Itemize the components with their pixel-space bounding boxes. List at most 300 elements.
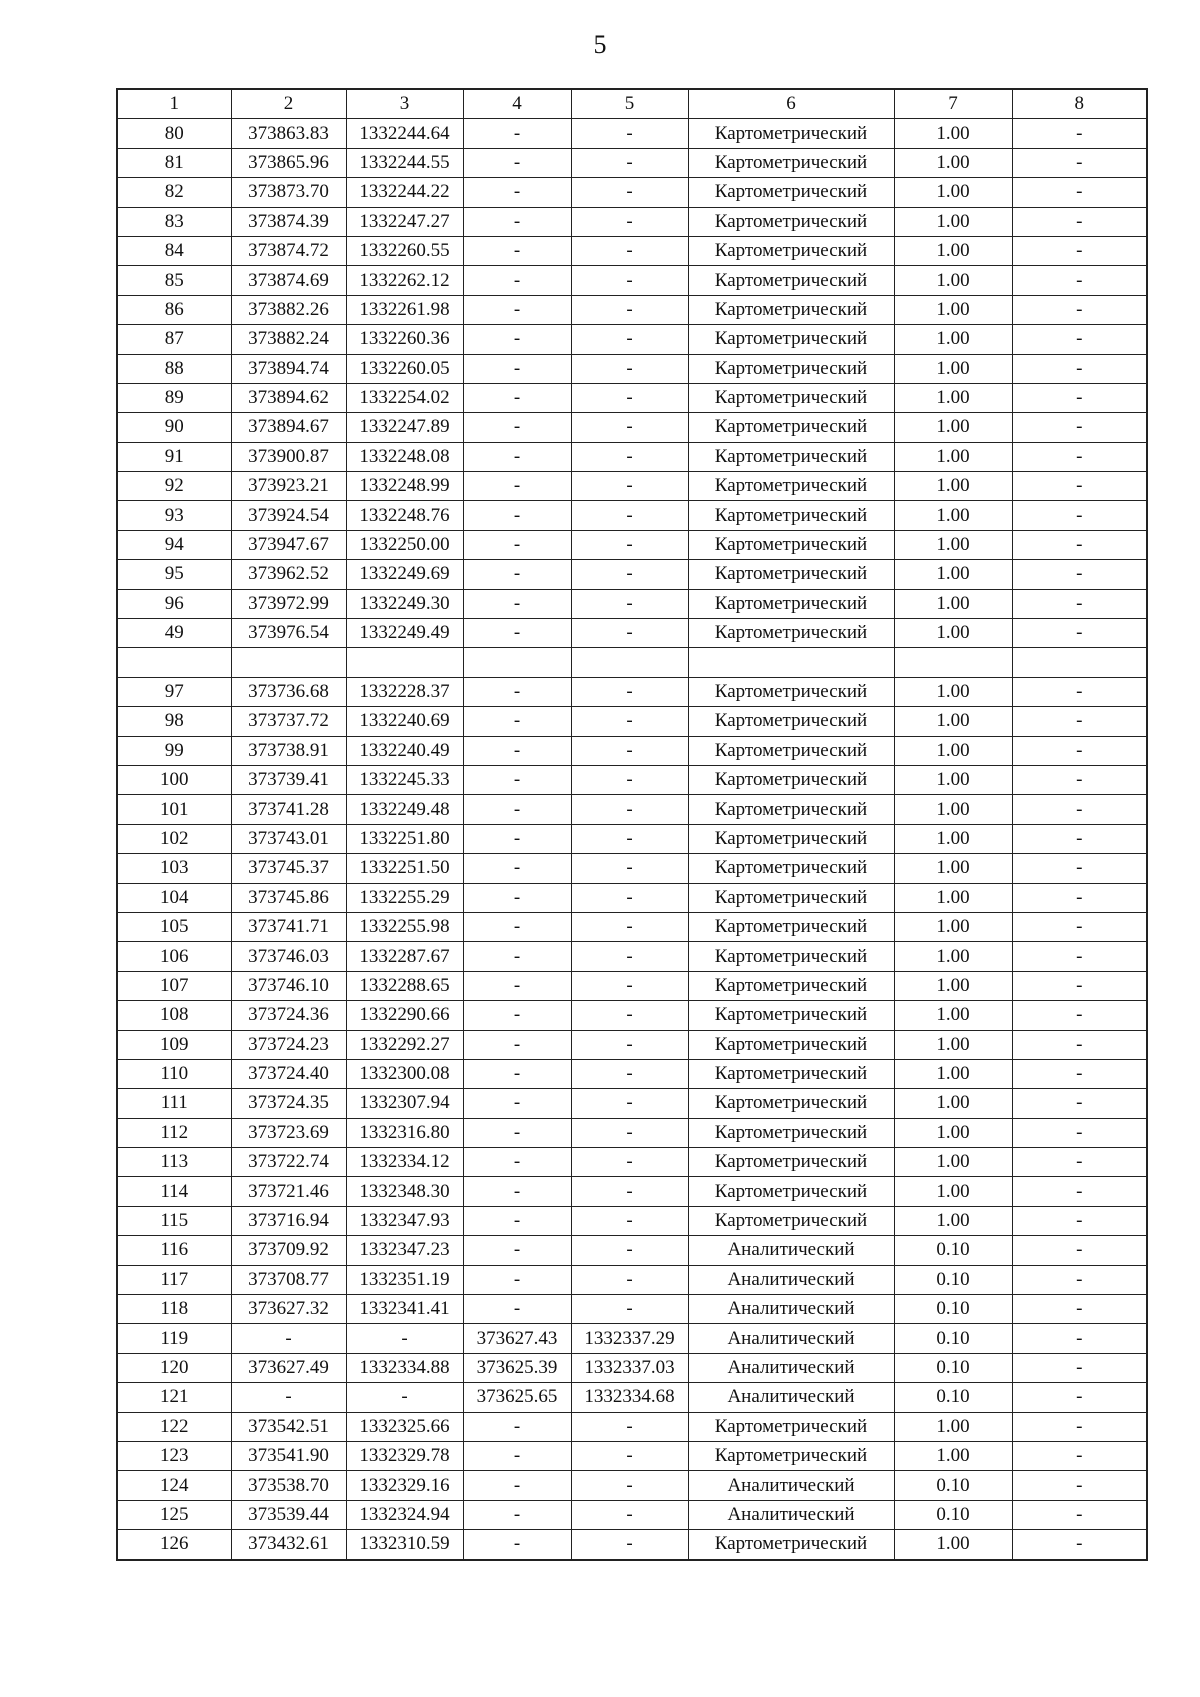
table-cell: - — [1012, 472, 1147, 501]
table-cell: - — [463, 560, 571, 589]
table-row — [117, 472, 1147, 501]
table-cell: Аналитический — [688, 1353, 894, 1382]
table-row — [117, 560, 1147, 589]
table-cell: - — [1012, 501, 1147, 530]
table-row — [117, 383, 1147, 412]
table-cell: 1.00 — [894, 1089, 1012, 1118]
table-cell: - — [463, 1177, 571, 1206]
table-cell: 1332351.19 — [346, 1265, 463, 1294]
table-cell: Картометрический — [688, 736, 894, 765]
table-cell: - — [463, 1030, 571, 1059]
table-cell: - — [1012, 795, 1147, 824]
table-cell: 1332244.64 — [346, 119, 463, 148]
table-cell: - — [463, 854, 571, 883]
table-cell: - — [571, 677, 688, 706]
table-row — [117, 795, 1147, 824]
table-cell: 1.00 — [894, 824, 1012, 853]
table-row — [117, 912, 1147, 941]
table-cell: - — [463, 619, 571, 648]
table-row — [117, 1353, 1147, 1382]
table-cell: - — [571, 765, 688, 794]
table-cell: 1332251.80 — [346, 824, 463, 853]
table-cell: 0.10 — [894, 1383, 1012, 1412]
table-cell — [1012, 648, 1147, 677]
table-cell: Картометрический — [688, 1001, 894, 1030]
column-header-5: 5 — [571, 89, 688, 119]
table-cell: 89 — [117, 383, 231, 412]
table-cell: 1.00 — [894, 178, 1012, 207]
table-cell: - — [571, 707, 688, 736]
table-cell: - — [1012, 942, 1147, 971]
table-cell: 81 — [117, 148, 231, 177]
table-cell — [346, 648, 463, 677]
table-cell: 373882.26 — [231, 295, 346, 324]
table-cell: 49 — [117, 619, 231, 648]
table-cell: Картометрический — [688, 1059, 894, 1088]
table-row — [117, 266, 1147, 295]
table-cell: - — [463, 236, 571, 265]
table-cell: - — [463, 442, 571, 471]
table-row — [117, 1206, 1147, 1235]
table-cell: 373741.28 — [231, 795, 346, 824]
table-cell: 1.00 — [894, 1059, 1012, 1088]
table-cell: - — [463, 1059, 571, 1088]
table-cell: - — [1012, 325, 1147, 354]
table-cell: 1332244.22 — [346, 178, 463, 207]
table-row — [117, 1148, 1147, 1177]
table-cell: - — [1012, 1353, 1147, 1382]
table-cell: - — [1012, 1206, 1147, 1235]
table-cell: Аналитический — [688, 1236, 894, 1265]
table-cell: - — [571, 1089, 688, 1118]
table-row — [117, 148, 1147, 177]
table-cell: - — [463, 472, 571, 501]
table-body — [117, 119, 1147, 1560]
table-cell: 1332247.89 — [346, 413, 463, 442]
table-cell: Картометрический — [688, 354, 894, 383]
table-cell: Аналитический — [688, 1500, 894, 1529]
table-cell: 1.00 — [894, 765, 1012, 794]
page-number: 5 — [593, 30, 607, 59]
table-cell: 1332260.36 — [346, 325, 463, 354]
table-row — [117, 1500, 1147, 1529]
table-cell: 373865.96 — [231, 148, 346, 177]
table-cell: - — [1012, 1089, 1147, 1118]
table-cell: 1332337.03 — [571, 1353, 688, 1382]
table-cell: 373538.70 — [231, 1471, 346, 1500]
table-cell — [894, 648, 1012, 677]
table-cell: - — [1012, 1530, 1147, 1560]
table-cell: 373722.74 — [231, 1148, 346, 1177]
table-row — [117, 1118, 1147, 1147]
table-cell: 1.00 — [894, 413, 1012, 442]
table-cell: 373724.35 — [231, 1089, 346, 1118]
table-cell: - — [1012, 589, 1147, 618]
table-cell: - — [463, 383, 571, 412]
table-cell: 373738.91 — [231, 736, 346, 765]
table-cell: - — [463, 1412, 571, 1441]
column-header-2: 2 — [231, 89, 346, 119]
table-cell: - — [571, 883, 688, 912]
table-cell: 1332288.65 — [346, 971, 463, 1000]
table-cell: Картометрический — [688, 1148, 894, 1177]
table-row — [117, 883, 1147, 912]
table-cell: 101 — [117, 795, 231, 824]
table-cell: - — [571, 589, 688, 618]
table-cell: - — [571, 1030, 688, 1059]
table-row — [117, 1030, 1147, 1059]
table-cell: 1332240.49 — [346, 736, 463, 765]
table-cell: Картометрический — [688, 765, 894, 794]
table-cell: 1332254.02 — [346, 383, 463, 412]
table-cell: 1.00 — [894, 1148, 1012, 1177]
table-cell: 373625.39 — [463, 1353, 571, 1382]
table-cell: 1.00 — [894, 1530, 1012, 1560]
table-cell: 97 — [117, 677, 231, 706]
table-row — [117, 1265, 1147, 1294]
table-cell: - — [463, 530, 571, 559]
table-cell: - — [463, 178, 571, 207]
table-cell: 1332248.76 — [346, 501, 463, 530]
table-cell: 112 — [117, 1118, 231, 1147]
table-cell: 115 — [117, 1206, 231, 1235]
table-cell: 373541.90 — [231, 1441, 346, 1470]
table-cell: Картометрический — [688, 207, 894, 236]
table-cell: - — [463, 707, 571, 736]
table-cell: 0.10 — [894, 1471, 1012, 1500]
table-cell: - — [1012, 1059, 1147, 1088]
table-cell: 373709.92 — [231, 1236, 346, 1265]
table-cell: 373741.71 — [231, 912, 346, 941]
table-cell: 86 — [117, 295, 231, 324]
table-row — [117, 295, 1147, 324]
table-cell: - — [1012, 971, 1147, 1000]
table-cell: - — [463, 325, 571, 354]
table-row — [117, 707, 1147, 736]
table-cell: 1.00 — [894, 589, 1012, 618]
table-cell: 373745.37 — [231, 854, 346, 883]
table-cell: 373746.03 — [231, 942, 346, 971]
table-cell: 0.10 — [894, 1295, 1012, 1324]
table-cell: - — [571, 442, 688, 471]
table-cell: Картометрический — [688, 325, 894, 354]
table-cell: 1332341.41 — [346, 1295, 463, 1324]
table-cell: 1.00 — [894, 736, 1012, 765]
table-cell: 1332316.80 — [346, 1118, 463, 1147]
table-cell: 373874.69 — [231, 266, 346, 295]
table-cell: 1332334.88 — [346, 1353, 463, 1382]
table-cell: - — [463, 971, 571, 1000]
table-cell: - — [571, 1500, 688, 1529]
table-cell: 80 — [117, 119, 231, 148]
table-cell: 373625.65 — [463, 1383, 571, 1412]
table-cell: 373874.72 — [231, 236, 346, 265]
table-cell: 82 — [117, 178, 231, 207]
table-cell: 1332251.50 — [346, 854, 463, 883]
table-cell: 373962.52 — [231, 560, 346, 589]
table-cell: - — [571, 530, 688, 559]
table-cell: 1332248.08 — [346, 442, 463, 471]
table-cell: 373721.46 — [231, 1177, 346, 1206]
table-row — [117, 971, 1147, 1000]
table-cell: 114 — [117, 1177, 231, 1206]
table-cell: 118 — [117, 1295, 231, 1324]
table-cell: Картометрический — [688, 1177, 894, 1206]
table-cell: 373924.54 — [231, 501, 346, 530]
table-cell: 373923.21 — [231, 472, 346, 501]
table-cell: 1.00 — [894, 707, 1012, 736]
table-cell: - — [571, 178, 688, 207]
table-cell: - — [463, 1206, 571, 1235]
table-cell: Картометрический — [688, 119, 894, 148]
table-header-row — [117, 89, 1147, 119]
table-cell: 1332325.66 — [346, 1412, 463, 1441]
table-cell: 1.00 — [894, 677, 1012, 706]
table-cell: 104 — [117, 883, 231, 912]
table-cell: 1332334.68 — [571, 1383, 688, 1412]
table-cell: - — [1012, 354, 1147, 383]
table-cell: Картометрический — [688, 942, 894, 971]
table-row — [117, 677, 1147, 706]
table-cell: - — [463, 413, 571, 442]
table-row — [117, 236, 1147, 265]
table-row — [117, 1530, 1147, 1560]
table-cell: 1332244.55 — [346, 148, 463, 177]
table-cell: - — [1012, 912, 1147, 941]
table-cell: 107 — [117, 971, 231, 1000]
table-cell: Картометрический — [688, 1089, 894, 1118]
table-cell: 1332348.30 — [346, 1177, 463, 1206]
table-cell: 92 — [117, 472, 231, 501]
table-cell: Картометрический — [688, 1206, 894, 1235]
table-cell: - — [571, 971, 688, 1000]
table-cell: 1332337.29 — [571, 1324, 688, 1353]
table-cell — [688, 648, 894, 677]
table-cell: - — [1012, 442, 1147, 471]
table-cell: Аналитический — [688, 1265, 894, 1294]
table-cell: 1332249.30 — [346, 589, 463, 618]
table-cell: - — [1012, 1001, 1147, 1030]
table-cell: 1332250.00 — [346, 530, 463, 559]
table-cell: - — [1012, 883, 1147, 912]
table-row — [117, 736, 1147, 765]
table-cell: 373432.61 — [231, 1530, 346, 1560]
table-cell — [117, 648, 231, 677]
table-cell: 373724.23 — [231, 1030, 346, 1059]
table-row — [117, 119, 1147, 148]
table-cell: - — [1012, 765, 1147, 794]
table-cell: - — [463, 1118, 571, 1147]
table-cell: Картометрический — [688, 472, 894, 501]
table-cell — [463, 648, 571, 677]
coordinates-table — [116, 88, 1148, 1561]
table-cell: 373894.62 — [231, 383, 346, 412]
table-cell: 1332261.98 — [346, 295, 463, 324]
table-cell: - — [1012, 1412, 1147, 1441]
table-cell: 1332249.48 — [346, 795, 463, 824]
table-cell: - — [1012, 1295, 1147, 1324]
table-cell: 373894.74 — [231, 354, 346, 383]
table-cell: Картометрический — [688, 707, 894, 736]
table-cell: - — [1012, 236, 1147, 265]
table-cell: - — [1012, 824, 1147, 853]
table-cell: Картометрический — [688, 266, 894, 295]
table-cell: - — [571, 119, 688, 148]
table-cell: - — [463, 1236, 571, 1265]
table-cell: 116 — [117, 1236, 231, 1265]
table-cell: Картометрический — [688, 795, 894, 824]
table-cell: Аналитический — [688, 1295, 894, 1324]
table-cell: - — [1012, 148, 1147, 177]
table-cell: - — [463, 824, 571, 853]
table-cell: 120 — [117, 1353, 231, 1382]
table-cell: - — [1012, 295, 1147, 324]
table-cell: 98 — [117, 707, 231, 736]
table-cell: Картометрический — [688, 912, 894, 941]
table-row — [117, 648, 1147, 677]
table-cell: 1.00 — [894, 1118, 1012, 1147]
table-cell: 373737.72 — [231, 707, 346, 736]
table-cell: 100 — [117, 765, 231, 794]
table-cell: - — [571, 1177, 688, 1206]
table-row — [117, 824, 1147, 853]
table-cell: 111 — [117, 1089, 231, 1118]
table-cell: - — [463, 1089, 571, 1118]
table-cell: - — [1012, 119, 1147, 148]
table-row — [117, 325, 1147, 354]
table-cell: 109 — [117, 1030, 231, 1059]
table-cell: - — [1012, 178, 1147, 207]
table-row — [117, 530, 1147, 559]
table-cell: 1.00 — [894, 912, 1012, 941]
table-cell: - — [231, 1324, 346, 1353]
table-cell: 1.00 — [894, 207, 1012, 236]
table-cell: 1332329.16 — [346, 1471, 463, 1500]
table-cell: 122 — [117, 1412, 231, 1441]
table-row — [117, 501, 1147, 530]
table-cell: 1332228.37 — [346, 677, 463, 706]
table-cell: 1.00 — [894, 619, 1012, 648]
table-cell: - — [571, 1471, 688, 1500]
table-cell: - — [571, 354, 688, 383]
table-cell: Картометрический — [688, 530, 894, 559]
table-cell: - — [571, 1295, 688, 1324]
table-cell: - — [571, 824, 688, 853]
table-row — [117, 1441, 1147, 1470]
table-cell: 373708.77 — [231, 1265, 346, 1294]
table-row — [117, 942, 1147, 971]
table-cell: - — [463, 1148, 571, 1177]
table-cell: - — [571, 1412, 688, 1441]
table-cell: Картометрический — [688, 589, 894, 618]
table-cell: 373746.10 — [231, 971, 346, 1000]
table-cell: 373900.87 — [231, 442, 346, 471]
table-cell: - — [463, 1295, 571, 1324]
table-cell: - — [463, 1265, 571, 1294]
table-cell: 102 — [117, 824, 231, 853]
table-cell: 1332260.55 — [346, 236, 463, 265]
table-cell: 105 — [117, 912, 231, 941]
table-cell: Аналитический — [688, 1471, 894, 1500]
table-cell: 126 — [117, 1530, 231, 1560]
table-cell: - — [1012, 1030, 1147, 1059]
table-cell: 1.00 — [894, 119, 1012, 148]
table-cell: 373976.54 — [231, 619, 346, 648]
table-cell: - — [1012, 736, 1147, 765]
table-cell: - — [1012, 1383, 1147, 1412]
column-header-7: 7 — [894, 89, 1012, 119]
table-row — [117, 1383, 1147, 1412]
table-cell: - — [571, 912, 688, 941]
table-cell — [231, 648, 346, 677]
table-cell: - — [1012, 266, 1147, 295]
table-cell: 1.00 — [894, 1441, 1012, 1470]
table-cell: - — [463, 1001, 571, 1030]
table-cell: 373539.44 — [231, 1500, 346, 1529]
table-cell: - — [571, 266, 688, 295]
table-cell: 1.00 — [894, 1206, 1012, 1235]
column-header-4: 4 — [463, 89, 571, 119]
table-row — [117, 1412, 1147, 1441]
table-cell: 1.00 — [894, 236, 1012, 265]
table-cell: - — [463, 765, 571, 794]
table-cell: 373972.99 — [231, 589, 346, 618]
table-cell: Картометрический — [688, 854, 894, 883]
table-cell: - — [1012, 530, 1147, 559]
table-row — [117, 354, 1147, 383]
table-cell: Картометрический — [688, 824, 894, 853]
table-cell: - — [1012, 1148, 1147, 1177]
table-cell: 90 — [117, 413, 231, 442]
table-cell: 1.00 — [894, 942, 1012, 971]
table-cell: Картометрический — [688, 1118, 894, 1147]
table-cell: 103 — [117, 854, 231, 883]
table-cell: 373894.67 — [231, 413, 346, 442]
table-cell: 1332247.27 — [346, 207, 463, 236]
table-row — [117, 1295, 1147, 1324]
table-row — [117, 619, 1147, 648]
table-row — [117, 1177, 1147, 1206]
table-cell: Картометрический — [688, 677, 894, 706]
table-cell: - — [571, 148, 688, 177]
table-cell: 84 — [117, 236, 231, 265]
table-cell: 373736.68 — [231, 677, 346, 706]
table-cell: 373745.86 — [231, 883, 346, 912]
table-cell: - — [1012, 1265, 1147, 1294]
table-cell: Картометрический — [688, 883, 894, 912]
table-cell: 1.00 — [894, 383, 1012, 412]
table-cell: 125 — [117, 1500, 231, 1529]
table-cell: 1.00 — [894, 971, 1012, 1000]
table-cell: - — [1012, 1118, 1147, 1147]
table-cell: Картометрический — [688, 413, 894, 442]
table-cell: Аналитический — [688, 1383, 894, 1412]
table-cell: 1.00 — [894, 883, 1012, 912]
table-cell: 1332290.66 — [346, 1001, 463, 1030]
table-cell: Картометрический — [688, 295, 894, 324]
table-cell: - — [571, 383, 688, 412]
table-cell: 108 — [117, 1001, 231, 1030]
table-cell: - — [571, 1059, 688, 1088]
table-cell: 1332249.49 — [346, 619, 463, 648]
table-cell: 1.00 — [894, 795, 1012, 824]
table-cell: 1.00 — [894, 472, 1012, 501]
table-cell: 373873.70 — [231, 178, 346, 207]
table-cell: 1332245.33 — [346, 765, 463, 794]
table-cell: 1.00 — [894, 354, 1012, 383]
table-cell: 96 — [117, 589, 231, 618]
table-cell: 85 — [117, 266, 231, 295]
